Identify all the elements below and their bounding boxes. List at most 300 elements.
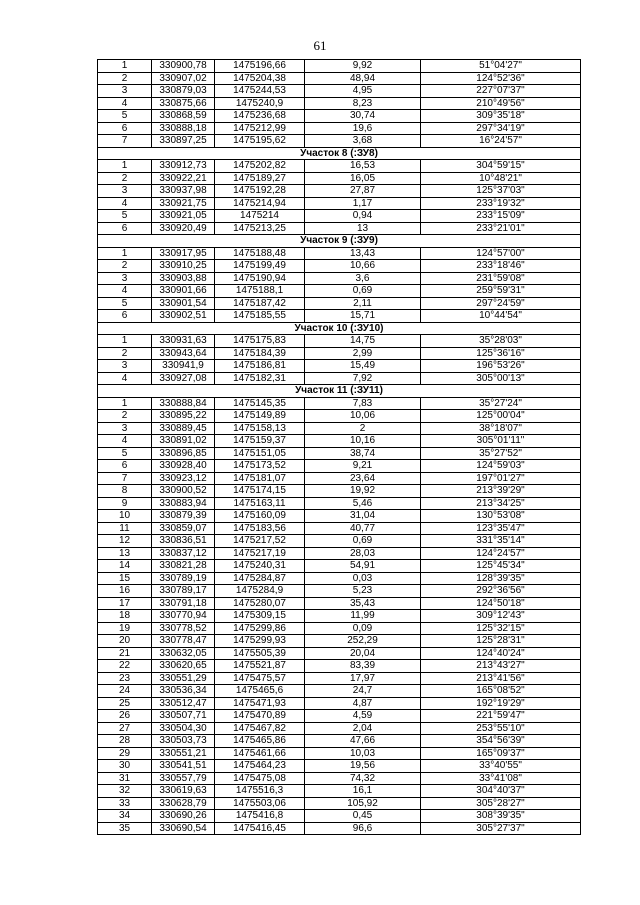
y-coordinate-cell: 1475196,66: [215, 60, 305, 73]
bearing-cell: 304°59'15": [421, 160, 581, 173]
bearing-cell: 233°21'01": [421, 222, 581, 235]
y-coordinate-cell: 1475202,82: [215, 160, 305, 173]
x-coordinate-cell: 330875,66: [152, 97, 215, 110]
x-coordinate-cell: 330789,19: [152, 572, 215, 585]
section-title: Участок 11 (:ЗУ11): [98, 385, 581, 398]
y-coordinate-cell: 1475503,06: [215, 797, 305, 810]
x-coordinate-cell: 330901,54: [152, 297, 215, 310]
x-coordinate-cell: 330907,02: [152, 72, 215, 85]
y-coordinate-cell: 1475299,93: [215, 635, 305, 648]
bearing-cell: 35°27'24": [421, 397, 581, 410]
bearing-cell: 38°18'07": [421, 422, 581, 435]
table-row: [98, 72, 581, 85]
distance-cell: 1,17: [305, 197, 421, 210]
y-coordinate-cell: 1475158,13: [215, 422, 305, 435]
table-row: [98, 747, 581, 760]
bearing-cell: 305°28'27": [421, 797, 581, 810]
point-number-cell: 21: [98, 647, 152, 660]
point-number-cell: 13: [98, 547, 152, 560]
table-row: [98, 585, 581, 598]
y-coordinate-cell: 1475475,57: [215, 672, 305, 685]
bearing-cell: 165°09'37": [421, 747, 581, 760]
table-row: [98, 60, 581, 73]
point-number-cell: 2: [98, 172, 152, 185]
table-row: [98, 735, 581, 748]
x-coordinate-cell: 330503,73: [152, 735, 215, 748]
point-number-cell: 33: [98, 797, 152, 810]
distance-cell: 7,83: [305, 397, 421, 410]
table-row: [98, 485, 581, 498]
bearing-cell: 231°59'08": [421, 272, 581, 285]
y-coordinate-cell: 1475213,25: [215, 222, 305, 235]
x-coordinate-cell: 330879,03: [152, 85, 215, 98]
table-row: [98, 785, 581, 798]
bearing-cell: 297°34'19": [421, 122, 581, 135]
y-coordinate-cell: 1475175,83: [215, 335, 305, 348]
distance-cell: 16,1: [305, 785, 421, 798]
point-number-cell: 5: [98, 297, 152, 310]
table-row: [98, 685, 581, 698]
distance-cell: 19,6: [305, 122, 421, 135]
x-coordinate-cell: 330900,52: [152, 485, 215, 498]
distance-cell: 9,92: [305, 60, 421, 73]
table-row: [98, 610, 581, 623]
distance-cell: 83,39: [305, 660, 421, 673]
point-number-cell: 27: [98, 722, 152, 735]
table-row: [98, 372, 581, 385]
table-row: [98, 410, 581, 423]
y-coordinate-cell: 1475240,9: [215, 97, 305, 110]
table-row: [98, 797, 581, 810]
distance-cell: 30,74: [305, 110, 421, 123]
distance-cell: 5,46: [305, 497, 421, 510]
distance-cell: 3,68: [305, 135, 421, 148]
bearing-cell: 124°24'57": [421, 547, 581, 560]
y-coordinate-cell: 1475188,1: [215, 285, 305, 298]
x-coordinate-cell: 330927,08: [152, 372, 215, 385]
x-coordinate-cell: 330921,05: [152, 210, 215, 223]
x-coordinate-cell: 330770,94: [152, 610, 215, 623]
y-coordinate-cell: 1475187,42: [215, 297, 305, 310]
point-number-cell: 18: [98, 610, 152, 623]
table-row: [98, 97, 581, 110]
point-number-cell: 26: [98, 710, 152, 723]
section-title: Участок 9 (:ЗУ9): [98, 235, 581, 248]
x-coordinate-cell: 330557,79: [152, 772, 215, 785]
y-coordinate-cell: 1475212,99: [215, 122, 305, 135]
table-row: [98, 197, 581, 210]
point-number-cell: 3: [98, 185, 152, 198]
distance-cell: 3,6: [305, 272, 421, 285]
y-coordinate-cell: 1475184,39: [215, 347, 305, 360]
x-coordinate-cell: 330821,28: [152, 560, 215, 573]
distance-cell: 0,69: [305, 535, 421, 548]
distance-cell: 0,94: [305, 210, 421, 223]
point-number-cell: 24: [98, 685, 152, 698]
y-coordinate-cell: 1475464,23: [215, 760, 305, 773]
table-row: [98, 672, 581, 685]
y-coordinate-cell: 1475299,86: [215, 622, 305, 635]
distance-cell: 19,92: [305, 485, 421, 498]
table-row: [98, 135, 581, 148]
table-row: [98, 110, 581, 123]
table-row: [98, 347, 581, 360]
bearing-cell: 165°08'52": [421, 685, 581, 698]
bearing-cell: 331°35'14": [421, 535, 581, 548]
point-number-cell: 8: [98, 485, 152, 498]
x-coordinate-cell: 330512,47: [152, 697, 215, 710]
bearing-cell: 124°40'24": [421, 647, 581, 660]
distance-cell: 13,43: [305, 247, 421, 260]
bearing-cell: 253°55'10": [421, 722, 581, 735]
bearing-cell: 124°57'00": [421, 247, 581, 260]
distance-cell: 28,03: [305, 547, 421, 560]
x-coordinate-cell: 330690,26: [152, 810, 215, 823]
bearing-cell: 124°59'03": [421, 460, 581, 473]
table-row: [98, 760, 581, 773]
bearing-cell: 233°19'32": [421, 197, 581, 210]
distance-cell: 2,11: [305, 297, 421, 310]
x-coordinate-cell: 330883,94: [152, 497, 215, 510]
point-number-cell: 4: [98, 372, 152, 385]
distance-cell: 4,59: [305, 710, 421, 723]
point-number-cell: 1: [98, 247, 152, 260]
x-coordinate-cell: 330912,73: [152, 160, 215, 173]
point-number-cell: 19: [98, 622, 152, 635]
x-coordinate-cell: 330922,21: [152, 172, 215, 185]
distance-cell: 0,03: [305, 572, 421, 585]
x-coordinate-cell: 330628,79: [152, 797, 215, 810]
point-number-cell: 3: [98, 85, 152, 98]
table-row: [98, 635, 581, 648]
point-number-cell: 17: [98, 597, 152, 610]
distance-cell: 31,04: [305, 510, 421, 523]
x-coordinate-cell: 330896,85: [152, 447, 215, 460]
point-number-cell: 16: [98, 585, 152, 598]
y-coordinate-cell: 1475284,87: [215, 572, 305, 585]
y-coordinate-cell: 1475214: [215, 210, 305, 223]
point-number-cell: 31: [98, 772, 152, 785]
point-number-cell: 3: [98, 422, 152, 435]
section-header-row: [98, 385, 581, 398]
point-number-cell: 6: [98, 460, 152, 473]
x-coordinate-cell: 330791,18: [152, 597, 215, 610]
table-row: [98, 247, 581, 260]
table-row: [98, 122, 581, 135]
y-coordinate-cell: 1475244,53: [215, 85, 305, 98]
y-coordinate-cell: 1475465,86: [215, 735, 305, 748]
point-number-cell: 28: [98, 735, 152, 748]
point-number-cell: 10: [98, 510, 152, 523]
point-number-cell: 2: [98, 260, 152, 273]
x-coordinate-cell: 330789,17: [152, 585, 215, 598]
x-coordinate-cell: 330941,9: [152, 360, 215, 373]
bearing-cell: 292°36'56": [421, 585, 581, 598]
table-row: [98, 335, 581, 348]
table-row: [98, 447, 581, 460]
y-coordinate-cell: 1475217,52: [215, 535, 305, 548]
bearing-cell: 210°49'56": [421, 97, 581, 110]
distance-cell: 10,66: [305, 260, 421, 273]
bearing-cell: 192°19'29": [421, 697, 581, 710]
y-coordinate-cell: 1475416,8: [215, 810, 305, 823]
x-coordinate-cell: 330937,98: [152, 185, 215, 198]
table-row: [98, 172, 581, 185]
x-coordinate-cell: 330536,34: [152, 685, 215, 698]
point-number-cell: 14: [98, 560, 152, 573]
y-coordinate-cell: 1475192,28: [215, 185, 305, 198]
table-row: [98, 85, 581, 98]
bearing-cell: 305°27'37": [421, 822, 581, 835]
distance-cell: 14,75: [305, 335, 421, 348]
table-row: [98, 222, 581, 235]
coordinates-table: [97, 59, 581, 835]
bearing-cell: 33°40'55": [421, 760, 581, 773]
y-coordinate-cell: 1475173,52: [215, 460, 305, 473]
point-number-cell: 15: [98, 572, 152, 585]
y-coordinate-cell: 1475159,37: [215, 435, 305, 448]
x-coordinate-cell: 330920,49: [152, 222, 215, 235]
y-coordinate-cell: 1475471,93: [215, 697, 305, 710]
distance-cell: 40,77: [305, 522, 421, 535]
y-coordinate-cell: 1475174,15: [215, 485, 305, 498]
x-coordinate-cell: 330879,39: [152, 510, 215, 523]
point-number-cell: 30: [98, 760, 152, 773]
y-coordinate-cell: 1475461,66: [215, 747, 305, 760]
table-row: [98, 772, 581, 785]
bearing-cell: 123°35'47": [421, 522, 581, 535]
bearing-cell: 125°32'15": [421, 622, 581, 635]
point-number-cell: 20: [98, 635, 152, 648]
x-coordinate-cell: 330917,95: [152, 247, 215, 260]
y-coordinate-cell: 1475465,6: [215, 685, 305, 698]
bearing-cell: 308°39'35": [421, 810, 581, 823]
point-number-cell: 5: [98, 210, 152, 223]
section-title: Участок 10 (:ЗУ10): [98, 322, 581, 335]
table-row: [98, 360, 581, 373]
bearing-cell: 213°34'25": [421, 497, 581, 510]
distance-cell: 47,66: [305, 735, 421, 748]
point-number-cell: 2: [98, 72, 152, 85]
point-number-cell: 32: [98, 785, 152, 798]
point-number-cell: 22: [98, 660, 152, 673]
y-coordinate-cell: 1475163,11: [215, 497, 305, 510]
x-coordinate-cell: 330778,47: [152, 635, 215, 648]
point-number-cell: 4: [98, 197, 152, 210]
y-coordinate-cell: 1475240,31: [215, 560, 305, 573]
table-row: [98, 260, 581, 273]
y-coordinate-cell: 1475416,45: [215, 822, 305, 835]
table-row: [98, 435, 581, 448]
point-number-cell: 1: [98, 60, 152, 73]
point-number-cell: 4: [98, 285, 152, 298]
x-coordinate-cell: 330897,25: [152, 135, 215, 148]
bearing-cell: 10°44'54": [421, 310, 581, 323]
bearing-cell: 51°04'27": [421, 60, 581, 73]
table-row: [98, 710, 581, 723]
x-coordinate-cell: 330903,88: [152, 272, 215, 285]
table-row: [98, 422, 581, 435]
bearing-cell: 213°43'27": [421, 660, 581, 673]
bearing-cell: 304°40'37": [421, 785, 581, 798]
x-coordinate-cell: 330943,64: [152, 347, 215, 360]
table-row: [98, 160, 581, 173]
x-coordinate-cell: 330901,66: [152, 285, 215, 298]
point-number-cell: 1: [98, 397, 152, 410]
x-coordinate-cell: 330504,30: [152, 722, 215, 735]
table-row: [98, 597, 581, 610]
point-number-cell: 7: [98, 472, 152, 485]
x-coordinate-cell: 330902,51: [152, 310, 215, 323]
section-header-row: [98, 147, 581, 160]
x-coordinate-cell: 330868,59: [152, 110, 215, 123]
x-coordinate-cell: 330619,63: [152, 785, 215, 798]
distance-cell: 27,87: [305, 185, 421, 198]
distance-cell: 74,32: [305, 772, 421, 785]
point-number-cell: 4: [98, 97, 152, 110]
distance-cell: 48,94: [305, 72, 421, 85]
y-coordinate-cell: 1475199,49: [215, 260, 305, 273]
point-number-cell: 5: [98, 447, 152, 460]
y-coordinate-cell: 1475149,89: [215, 410, 305, 423]
distance-cell: 252,29: [305, 635, 421, 648]
point-number-cell: 3: [98, 360, 152, 373]
y-coordinate-cell: 1475195,62: [215, 135, 305, 148]
x-coordinate-cell: 330921,75: [152, 197, 215, 210]
x-coordinate-cell: 330632,05: [152, 647, 215, 660]
y-coordinate-cell: 1475181,07: [215, 472, 305, 485]
table-row: [98, 535, 581, 548]
bearing-cell: 125°28'31": [421, 635, 581, 648]
point-number-cell: 29: [98, 747, 152, 760]
x-coordinate-cell: 330620,65: [152, 660, 215, 673]
y-coordinate-cell: 1475160,09: [215, 510, 305, 523]
y-coordinate-cell: 1475186,81: [215, 360, 305, 373]
x-coordinate-cell: 330889,45: [152, 422, 215, 435]
point-number-cell: 6: [98, 122, 152, 135]
point-number-cell: 1: [98, 335, 152, 348]
point-number-cell: 2: [98, 347, 152, 360]
y-coordinate-cell: 1475516,3: [215, 785, 305, 798]
distance-cell: 11,99: [305, 610, 421, 623]
y-coordinate-cell: 1475280,07: [215, 597, 305, 610]
x-coordinate-cell: 330859,07: [152, 522, 215, 535]
y-coordinate-cell: 1475470,89: [215, 710, 305, 723]
bearing-cell: 354°56'39": [421, 735, 581, 748]
point-number-cell: 35: [98, 822, 152, 835]
bearing-cell: 125°36'16": [421, 347, 581, 360]
point-number-cell: 6: [98, 222, 152, 235]
x-coordinate-cell: 330888,84: [152, 397, 215, 410]
y-coordinate-cell: 1475284,9: [215, 585, 305, 598]
table-row: [98, 697, 581, 710]
distance-cell: 15,71: [305, 310, 421, 323]
x-coordinate-cell: 330836,51: [152, 535, 215, 548]
y-coordinate-cell: 1475475,08: [215, 772, 305, 785]
table-row: [98, 185, 581, 198]
distance-cell: 96,6: [305, 822, 421, 835]
bearing-cell: 35°28'03": [421, 335, 581, 348]
x-coordinate-cell: 330541,51: [152, 760, 215, 773]
table-row: [98, 722, 581, 735]
x-coordinate-cell: 330923,12: [152, 472, 215, 485]
y-coordinate-cell: 1475151,05: [215, 447, 305, 460]
distance-cell: 17,97: [305, 672, 421, 685]
bearing-cell: 297°24'59": [421, 297, 581, 310]
bearing-cell: 309°35'18": [421, 110, 581, 123]
section-header-row: [98, 322, 581, 335]
distance-cell: 2,04: [305, 722, 421, 735]
bearing-cell: 221°59'47": [421, 710, 581, 723]
bearing-cell: 125°00'04": [421, 410, 581, 423]
point-number-cell: 2: [98, 410, 152, 423]
x-coordinate-cell: 330507,71: [152, 710, 215, 723]
y-coordinate-cell: 1475189,27: [215, 172, 305, 185]
x-coordinate-cell: 330900,78: [152, 60, 215, 73]
table-row: [98, 272, 581, 285]
bearing-cell: 259°59'31": [421, 285, 581, 298]
bearing-cell: 305°00'13": [421, 372, 581, 385]
bearing-cell: 33°41'08": [421, 772, 581, 785]
y-coordinate-cell: 1475190,94: [215, 272, 305, 285]
distance-cell: 54,91: [305, 560, 421, 573]
point-number-cell: 7: [98, 135, 152, 148]
point-number-cell: 34: [98, 810, 152, 823]
table-row: [98, 310, 581, 323]
bearing-cell: 128°39'35": [421, 572, 581, 585]
point-number-cell: 9: [98, 497, 152, 510]
distance-cell: 2,99: [305, 347, 421, 360]
distance-cell: 24,7: [305, 685, 421, 698]
y-coordinate-cell: 1475182,31: [215, 372, 305, 385]
y-coordinate-cell: 1475309,15: [215, 610, 305, 623]
distance-cell: 38,74: [305, 447, 421, 460]
distance-cell: 10,06: [305, 410, 421, 423]
distance-cell: 19,56: [305, 760, 421, 773]
x-coordinate-cell: 330895,22: [152, 410, 215, 423]
distance-cell: 15,49: [305, 360, 421, 373]
point-number-cell: 6: [98, 310, 152, 323]
distance-cell: 0,09: [305, 622, 421, 635]
x-coordinate-cell: 330778,52: [152, 622, 215, 635]
bearing-cell: 197°01'27": [421, 472, 581, 485]
bearing-cell: 213°41'56": [421, 672, 581, 685]
section-header-row: [98, 235, 581, 248]
table-row: [98, 497, 581, 510]
bearing-cell: 10°48'21": [421, 172, 581, 185]
point-number-cell: 4: [98, 435, 152, 448]
distance-cell: 20,04: [305, 647, 421, 660]
table-row: [98, 510, 581, 523]
bearing-cell: 124°52'36": [421, 72, 581, 85]
distance-cell: 9,21: [305, 460, 421, 473]
bearing-cell: 227°07'37": [421, 85, 581, 98]
point-number-cell: 3: [98, 272, 152, 285]
bearing-cell: 309°12'43": [421, 610, 581, 623]
bearing-cell: 125°45'34": [421, 560, 581, 573]
table-row: [98, 460, 581, 473]
y-coordinate-cell: 1475145,35: [215, 397, 305, 410]
table-row: [98, 285, 581, 298]
table-row: [98, 647, 581, 660]
table-row: [98, 810, 581, 823]
y-coordinate-cell: 1475236,68: [215, 110, 305, 123]
distance-cell: 4,87: [305, 697, 421, 710]
distance-cell: 16,05: [305, 172, 421, 185]
x-coordinate-cell: 330928,40: [152, 460, 215, 473]
bearing-cell: 130°53'08": [421, 510, 581, 523]
point-number-cell: 25: [98, 697, 152, 710]
